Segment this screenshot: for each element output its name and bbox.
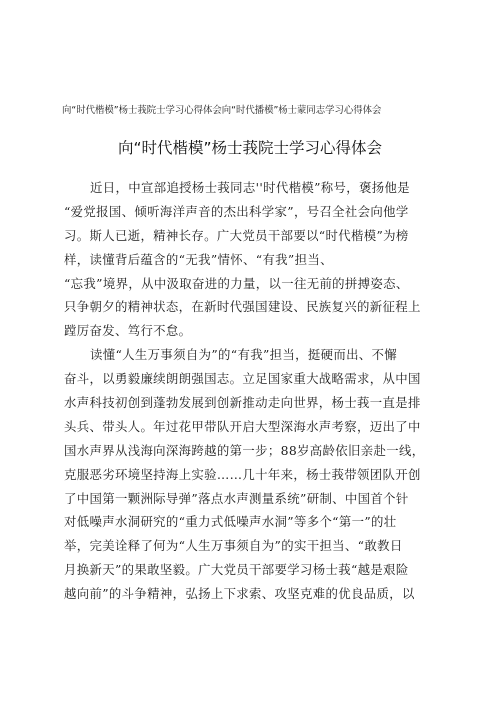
paragraph-line: 习。斯人已逝，精神长存。广大党员干部要以“时代楷模”为榜 — [64, 227, 409, 243]
paragraph-line: 举，完美诠释了何为“人生万事须自为”的实干担当、“敢教日 — [64, 538, 403, 554]
document-body — [64, 176, 444, 606]
paragraph-line: 蹚厉奋发、笃行不怠。 — [64, 323, 192, 339]
paragraph-line: 对低噪声水洞研究的“重力式低噪声水洞”等多个“第一”的壮 — [64, 514, 397, 530]
paragraph-line: 越向前”的斗争精神，弘扬上下求索、攻坚克难的优良品质，以 — [64, 586, 415, 602]
paragraph-line: 样，读懂背后蕴含的“无我”情怀、“有我”担当、 — [64, 251, 333, 267]
paragraph-line: 头兵、带头人。年过花甲带队开启大型深海水声考察，迈出了中 — [64, 418, 421, 434]
paragraph-line: 国水声界从浅海向深海跨越的第一步；88岁高龄依旧亲赴一线， — [64, 442, 425, 458]
paragraph-line: 读懂“人生万事须自为”的“有我”担当，挺硬而出、不懈 — [90, 347, 398, 363]
paragraph-line: 克服恶劣环境坚持海上实验……几十年来，杨士莪带领团队开创 — [64, 466, 421, 482]
paragraph-line: 奋斗，以勇毅廉续朗朗强国志。立足国家重大战略需求，从中国 — [64, 371, 421, 387]
paragraph-line: 了中国第一颗洲际导弹”落点水声测量系统”研制、中国首个针 — [64, 490, 409, 506]
paragraph-line: “爱党报国、倾听海洋声音的杰出科学家”，号召全社会向他学 — [64, 203, 409, 219]
paragraph-line: 近日，中宣部追授杨士莪同志''时代楷模”称号，褒扬他是 — [90, 180, 410, 195]
paragraph-line: “忘我”境界，从中汲取奋进的力量，以一往无前的拼搏姿态、 — [64, 275, 409, 291]
document-title: 向“时代楷模”杨士莪院士学习心得体会 — [117, 139, 383, 157]
paragraph-line: 水声科技初创到蓬勃发展到创新推动走向世界，杨士莪一直是排 — [64, 395, 421, 411]
paragraph-line: 只争朝夕的精神状态，在新时代强国建设、民族复兴的新征程上 — [64, 299, 421, 315]
running-header: 向“时代楷模”杨士莪院士学习心得体会向“时代播模”杨士蒙同志学习心得体会 — [62, 105, 382, 116]
paragraph-line: 月换新天”的果敢坚毅。广大党员干部要学习杨士莪“越是艰险 — [64, 562, 409, 578]
